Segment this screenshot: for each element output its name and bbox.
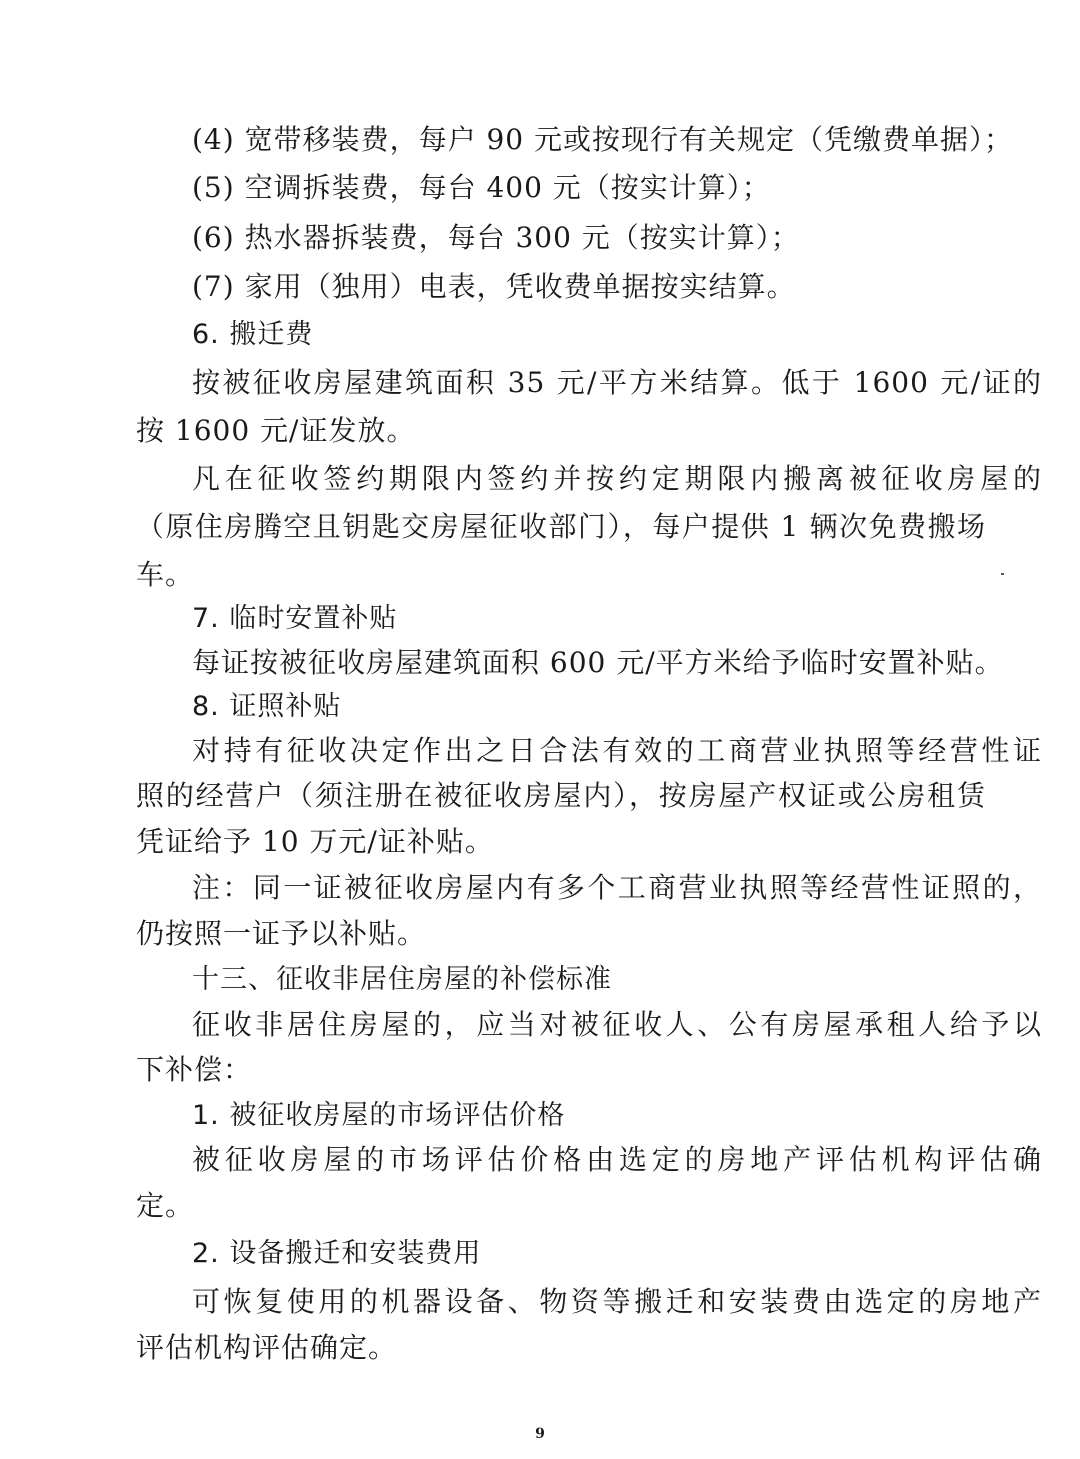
item-meter: (7) 家用（独用）电表，凭收费单据按实结算。 xyxy=(192,270,796,303)
paragraph-line: 下补偿： xyxy=(136,1053,253,1086)
heading-temporary-subsidy: 7. 临时安置补贴 xyxy=(192,603,398,634)
paragraph-line: 按被征收房屋建筑面积 35 元/平方米结算。低于 1600 元/证的 xyxy=(192,366,1042,399)
note-line: 仍按照一证予以补贴。 xyxy=(136,917,427,950)
item-broadband: (4) 宽带移装费，每户 90 元或按现行有关规定（凭缴费单据）； xyxy=(192,123,1013,156)
paragraph-line: 征收非居住房屋的，应当对被征收人、公有房屋承租人给予以 xyxy=(192,1008,1042,1041)
paragraph-line: 凭证给予 10 万元/证补贴。 xyxy=(136,825,494,858)
page-number: 9 xyxy=(535,1426,545,1442)
paragraph-line: 可恢复使用的机器设备、物资等搬迁和安装费由选定的房地产 xyxy=(192,1285,1042,1318)
note-line: 注：同一证被征收房屋内有多个工商营业执照等经营性证照的， xyxy=(192,871,1042,904)
paragraph-line: 定。 xyxy=(136,1189,195,1222)
paragraph-line: 被征收房屋的市场评估价格由选定的房地产评估机构评估确 xyxy=(192,1143,1042,1176)
paragraph-line: 对持有征收决定作出之日合法有效的工商营业执照等经营性证 xyxy=(192,734,1042,767)
paragraph-line: 按 1600 元/证发放。 xyxy=(136,414,416,447)
paragraph-line: 凡在征收签约期限内签约并按约定期限内搬离被征收房屋的 xyxy=(192,462,1042,495)
heading-moving-fee: 6. 搬迁费 xyxy=(192,319,314,350)
heading-equipment-moving: 2. 设备搬迁和安装费用 xyxy=(192,1238,482,1269)
item-aircon: (5) 空调拆装费，每台 400 元（按实计算）； xyxy=(192,171,771,204)
section-heading-13: 十三、征收非居住房屋的补偿标准 xyxy=(192,964,612,995)
paragraph-line: 每证按被征收房屋建筑面积 600 元/平方米给予临时安置补贴。 xyxy=(192,646,1004,679)
heading-license-subsidy: 8. 证照补贴 xyxy=(192,691,342,722)
paragraph-line: 照的经营户（须注册在被征收房屋内），按房屋产权证或公房租赁 xyxy=(136,779,986,812)
scan-speck xyxy=(1001,573,1004,575)
paragraph-line: 评估机构评估确定。 xyxy=(136,1331,398,1364)
paragraph-line: 车。 xyxy=(136,558,195,591)
item-water-heater: (6) 热水器拆装费，每台 300 元（按实计算）； xyxy=(192,221,800,254)
heading-market-price: 1. 被征收房屋的市场评估价格 xyxy=(192,1100,566,1131)
paragraph-line: （原住房腾空且钥匙交房屋征收部门），每户提供 1 辆次免费搬场 xyxy=(136,510,986,543)
